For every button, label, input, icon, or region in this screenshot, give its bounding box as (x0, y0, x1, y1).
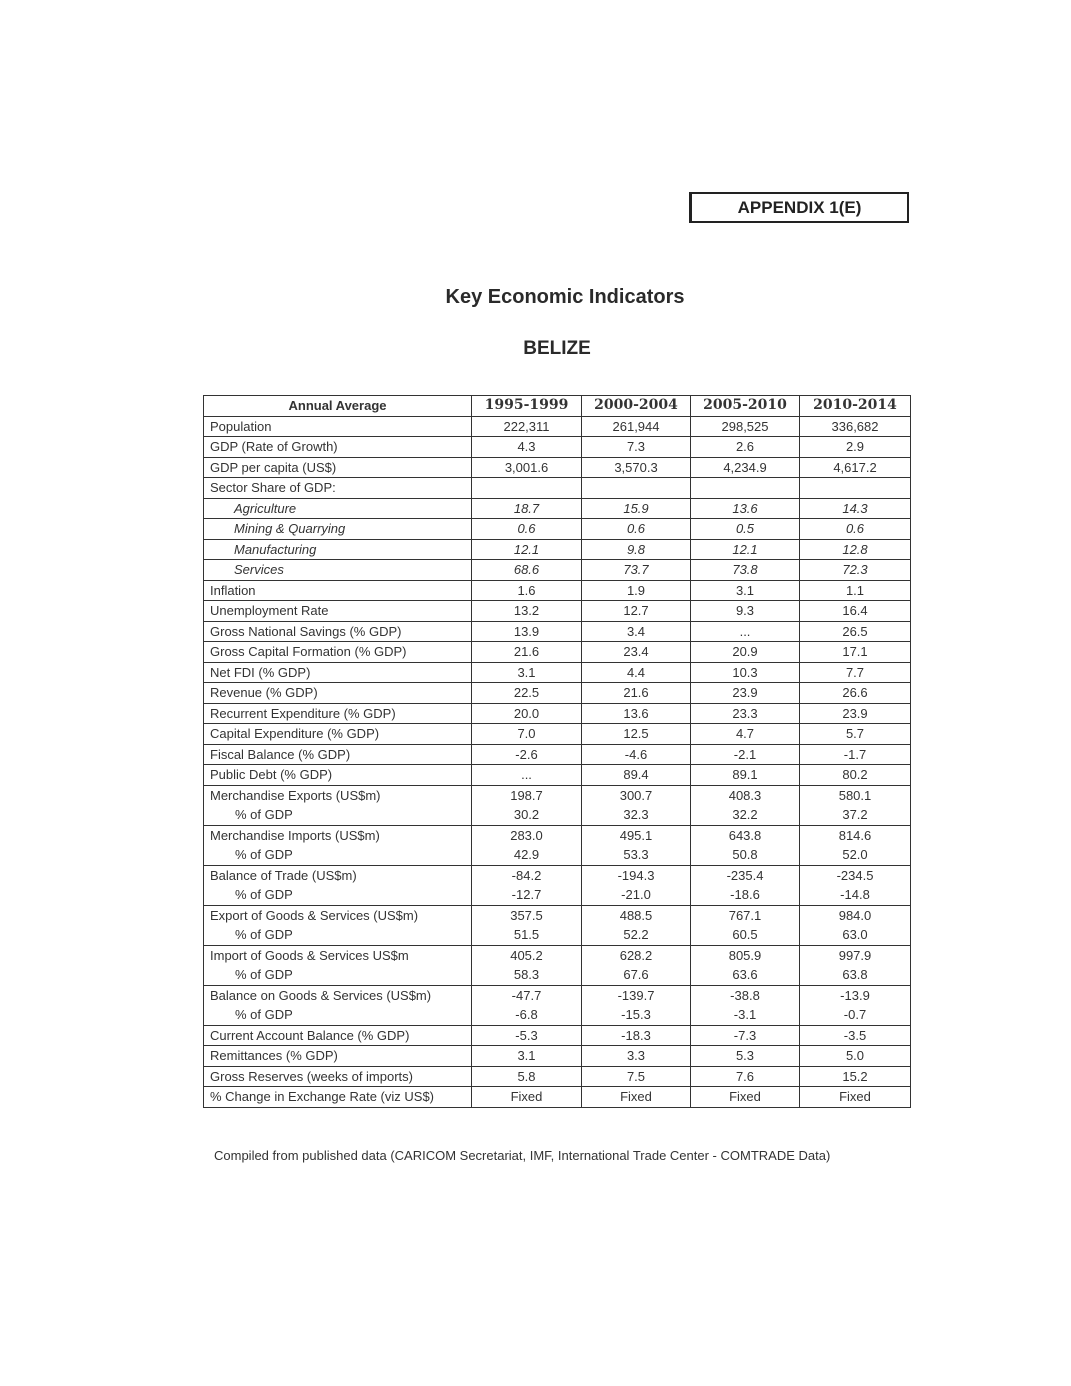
table-cell: 222,311 (472, 416, 582, 437)
table-cell: 13.9 (472, 621, 582, 642)
cell-percent-gdp: -6.8 (515, 1007, 538, 1022)
table-header (204, 396, 911, 417)
header-period: 1995-1999 (472, 396, 582, 417)
row-label: Revenue (% GDP) (204, 683, 472, 704)
table-cell (472, 985, 582, 1025)
row-label: Capital Expenditure (% GDP) (204, 724, 472, 745)
table-cell: 4.3 (472, 437, 582, 458)
table-row (204, 825, 911, 865)
table-cell: 9.8 (582, 539, 691, 560)
table-cell (800, 945, 911, 985)
table-row (204, 642, 911, 663)
table-cell (691, 865, 800, 905)
cell-percent-gdp: 52.2 (623, 927, 649, 942)
table-row (204, 683, 911, 704)
table-cell: 3.4 (582, 621, 691, 642)
table-cell: 1.6 (472, 580, 582, 601)
table-row (204, 437, 911, 458)
table-cell: 2.9 (800, 437, 911, 458)
table-row (204, 1066, 911, 1087)
table-cell: 2.6 (691, 437, 800, 458)
row-label: Inflation (204, 580, 472, 601)
cell-value: -84.2 (511, 867, 542, 883)
cell-value: 198.7 (510, 787, 543, 803)
table-cell: Fixed (800, 1087, 911, 1108)
table-cell (582, 905, 691, 945)
table-cell: Fixed (691, 1087, 800, 1108)
table-cell: 3.1 (472, 1046, 582, 1067)
row-label-main: Balance of Trade (US$m) (210, 867, 357, 883)
row-label: Recurrent Expenditure (% GDP) (204, 703, 472, 724)
table-cell: 12.5 (582, 724, 691, 745)
row-label-percent-gdp: % of GDP (235, 807, 293, 822)
cell-value: -234.5 (836, 867, 874, 883)
row-label: Public Debt (% GDP) (204, 765, 472, 786)
table-cell (691, 945, 800, 985)
table-cell: -1.7 (800, 744, 911, 765)
cell-percent-gdp: -15.3 (621, 1007, 651, 1022)
table-cell: 4.7 (691, 724, 800, 745)
row-label: Fiscal Balance (% GDP) (204, 744, 472, 765)
table-cell: 14.3 (800, 498, 911, 519)
table-cell: 23.9 (800, 703, 911, 724)
table-cell: -3.5 (800, 1025, 911, 1046)
table-row (204, 580, 911, 601)
table-row (204, 865, 911, 905)
row-label: % Change in Exchange Rate (viz US$) (204, 1087, 472, 1108)
table-cell: -5.3 (472, 1025, 582, 1046)
table-row (204, 905, 911, 945)
cell-value: -13.9 (840, 987, 870, 1003)
table-cell: 23.4 (582, 642, 691, 663)
cell-percent-gdp: 53.3 (623, 847, 649, 862)
cell-value: -38.8 (730, 987, 760, 1003)
table-row (204, 1046, 911, 1067)
table-cell (472, 785, 582, 825)
table-cell (691, 985, 800, 1025)
cell-value: -139.7 (617, 987, 655, 1003)
table-row (204, 416, 911, 437)
table-cell: 12.7 (582, 601, 691, 622)
cell-percent-gdp: -14.8 (840, 887, 870, 902)
cell-percent-gdp: 60.5 (732, 927, 758, 942)
row-label: GDP per capita (US$) (204, 457, 472, 478)
appendix-label: APPENDIX 1(E) (689, 192, 909, 223)
table-cell: 21.6 (472, 642, 582, 663)
row-label-main: Import of Goods & Services US$m (210, 947, 409, 963)
table-row (204, 539, 911, 560)
cell-percent-gdp: 32.2 (732, 807, 758, 822)
table-cell: 5.3 (691, 1046, 800, 1067)
table-header-row (204, 396, 911, 417)
row-label (204, 825, 472, 865)
row-label: Unemployment Rate (204, 601, 472, 622)
table-cell: 4.4 (582, 662, 691, 683)
table-row (204, 621, 911, 642)
row-label: Population (204, 416, 472, 437)
table-cell (691, 905, 800, 945)
cell-percent-gdp: -18.6 (730, 887, 760, 902)
cell-percent-gdp: -12.7 (511, 887, 542, 902)
page-title: Key Economic Indicators (445, 286, 685, 308)
row-label: GDP (Rate of Growth) (204, 437, 472, 458)
table-cell: 89.4 (582, 765, 691, 786)
table-cell (472, 865, 582, 905)
row-label-percent-gdp: % of GDP (235, 847, 293, 862)
cell-value: 405.2 (510, 947, 543, 963)
table-cell (582, 985, 691, 1025)
cell-percent-gdp: 63.0 (842, 927, 868, 942)
table-cell (472, 478, 582, 499)
table-cell: 26.6 (800, 683, 911, 704)
cell-value: 805.9 (728, 947, 762, 963)
table-cell: 10.3 (691, 662, 800, 683)
table-row (204, 457, 911, 478)
table-row (204, 601, 911, 622)
table-cell: -18.3 (582, 1025, 691, 1046)
row-label (204, 985, 472, 1025)
row-label: Sector Share of GDP: (204, 478, 472, 499)
cell-percent-gdp: 63.6 (732, 967, 758, 982)
header-period: 2000-2004 (582, 396, 691, 417)
table-cell (582, 478, 691, 499)
row-label: Gross National Savings (% GDP) (204, 621, 472, 642)
table-cell (800, 478, 911, 499)
table-row (204, 560, 911, 581)
table-cell: 21.6 (582, 683, 691, 704)
table-cell: -7.3 (691, 1025, 800, 1046)
cell-percent-gdp: 37.2 (842, 807, 868, 822)
table-cell: 0.6 (800, 519, 911, 540)
table-cell: 12.8 (800, 539, 911, 560)
table-cell: 7.0 (472, 724, 582, 745)
row-label: Net FDI (% GDP) (204, 662, 472, 683)
table-cell (691, 785, 800, 825)
table-cell (691, 478, 800, 499)
table-cell: 261,944 (582, 416, 691, 437)
table-cell: 12.1 (472, 539, 582, 560)
table-row (204, 765, 911, 786)
row-label: Gross Capital Formation (% GDP) (204, 642, 472, 663)
cell-value: 488.5 (619, 907, 653, 923)
table-cell: 5.0 (800, 1046, 911, 1067)
table-cell (582, 825, 691, 865)
table-cell: 5.8 (472, 1066, 582, 1087)
cell-value: -47.7 (511, 987, 542, 1003)
table-cell: 4,617.2 (800, 457, 911, 478)
table-cell: 7.6 (691, 1066, 800, 1087)
row-label-percent-gdp: % of GDP (235, 967, 293, 982)
cell-value: 357.5 (510, 907, 543, 923)
table-cell: 7.3 (582, 437, 691, 458)
table-cell: 72.3 (800, 560, 911, 581)
table-cell: 5.7 (800, 724, 911, 745)
table-row (204, 785, 911, 825)
cell-percent-gdp: 42.9 (513, 847, 540, 862)
header-period: 2010-2014 (800, 396, 911, 417)
table-cell: 1.9 (582, 580, 691, 601)
table-cell: 3.1 (691, 580, 800, 601)
table-cell: 73.8 (691, 560, 800, 581)
table-cell: 23.3 (691, 703, 800, 724)
cell-value: -235.4 (726, 867, 764, 883)
row-label-percent-gdp: % of GDP (235, 1007, 293, 1022)
table-row (204, 662, 911, 683)
table-row (204, 1025, 911, 1046)
table-cell (800, 785, 911, 825)
table-cell: 7.7 (800, 662, 911, 683)
row-label: Services (204, 560, 472, 581)
row-label: Gross Reserves (weeks of imports) (204, 1066, 472, 1087)
cell-percent-gdp: 51.5 (513, 927, 540, 942)
cell-value: 283.0 (510, 827, 543, 843)
table-row (204, 1087, 911, 1108)
table-row (204, 985, 911, 1025)
table-cell: 12.1 (691, 539, 800, 560)
row-label (204, 785, 472, 825)
cell-percent-gdp: 30.2 (513, 807, 540, 822)
row-label-percent-gdp: % of GDP (235, 927, 293, 942)
row-label (204, 945, 472, 985)
row-label-main: Balance on Goods & Services (US$m) (210, 987, 432, 1003)
cell-percent-gdp: 50.8 (732, 847, 758, 862)
table-cell: 80.2 (800, 765, 911, 786)
cell-value: 300.7 (619, 787, 653, 803)
table-cell (582, 945, 691, 985)
table-cell: 1.1 (800, 580, 911, 601)
cell-value: -194.3 (617, 867, 655, 883)
table-cell: 13.6 (582, 703, 691, 724)
header-period: 2005-2010 (691, 396, 800, 417)
table-cell (472, 905, 582, 945)
table-cell: 73.7 (582, 560, 691, 581)
cell-percent-gdp: 63.8 (842, 967, 868, 982)
table-cell (472, 945, 582, 985)
table-cell: 9.3 (691, 601, 800, 622)
table-cell (582, 865, 691, 905)
indicators-table (203, 395, 911, 1108)
table-cell: 22.5 (472, 683, 582, 704)
table-cell (582, 785, 691, 825)
table-cell: 0.5 (691, 519, 800, 540)
cell-value: 814.6 (838, 827, 872, 843)
cell-value: 643.8 (728, 827, 762, 843)
table-row (204, 478, 911, 499)
table-cell: 7.5 (582, 1066, 691, 1087)
row-label: Mining & Quarrying (204, 519, 472, 540)
table-cell: 3.3 (582, 1046, 691, 1067)
table-cell: -4.6 (582, 744, 691, 765)
table-body (204, 416, 911, 1107)
table-row (204, 724, 911, 745)
row-label: Manufacturing (204, 539, 472, 560)
header-annual-average: Annual Average (204, 396, 472, 417)
cell-value: 495.1 (619, 827, 653, 843)
row-label (204, 865, 472, 905)
table-cell: 68.6 (472, 560, 582, 581)
cell-value: 628.2 (619, 947, 653, 963)
table-cell (472, 825, 582, 865)
table-row (204, 744, 911, 765)
table-cell: Fixed (582, 1087, 691, 1108)
row-label: Current Account Balance (% GDP) (204, 1025, 472, 1046)
table-cell: 3,001.6 (472, 457, 582, 478)
table-cell: 20.0 (472, 703, 582, 724)
country-title: BELIZE (523, 338, 591, 359)
table-row (204, 498, 911, 519)
table-cell: 15.2 (800, 1066, 911, 1087)
row-label-main: Merchandise Exports (US$m) (210, 787, 381, 803)
table-cell: 13.6 (691, 498, 800, 519)
table-cell: 3.1 (472, 662, 582, 683)
cell-value: 997.9 (838, 947, 872, 963)
cell-percent-gdp: 58.3 (513, 967, 540, 982)
row-label: Remittances (% GDP) (204, 1046, 472, 1067)
table-cell (800, 985, 911, 1025)
cell-value: 984.0 (838, 907, 872, 923)
table-cell: ... (472, 765, 582, 786)
cell-value: 580.1 (838, 787, 872, 803)
cell-percent-gdp: -21.0 (621, 887, 651, 902)
cell-percent-gdp: 67.6 (623, 967, 649, 982)
table-row (204, 945, 911, 985)
table-cell: -2.6 (472, 744, 582, 765)
row-label-main: Export of Goods & Services (US$m) (210, 907, 419, 923)
cell-percent-gdp: -3.1 (733, 1007, 757, 1022)
table-cell: 4,234.9 (691, 457, 800, 478)
table-row (204, 703, 911, 724)
table-cell: 0.6 (582, 519, 691, 540)
table-cell: 13.2 (472, 601, 582, 622)
table-cell: 336,682 (800, 416, 911, 437)
cell-value: 767.1 (728, 907, 762, 923)
table-cell: 23.9 (691, 683, 800, 704)
table-cell: 16.4 (800, 601, 911, 622)
table-cell: 18.7 (472, 498, 582, 519)
table-cell: 3,570.3 (582, 457, 691, 478)
table-cell (800, 825, 911, 865)
row-label: Agriculture (204, 498, 472, 519)
table-cell: 0.6 (472, 519, 582, 540)
row-label-main: Merchandise Imports (US$m) (210, 827, 380, 843)
table-cell: 20.9 (691, 642, 800, 663)
table-cell: 298,525 (691, 416, 800, 437)
table-cell: 89.1 (691, 765, 800, 786)
table-cell (800, 865, 911, 905)
table-cell (800, 905, 911, 945)
table-row (204, 519, 911, 540)
cell-value: 408.3 (728, 787, 762, 803)
table-cell: -2.1 (691, 744, 800, 765)
row-label-percent-gdp: % of GDP (235, 887, 293, 902)
cell-percent-gdp: 32.3 (623, 807, 649, 822)
table-cell: Fixed (472, 1087, 582, 1108)
table-cell (691, 825, 800, 865)
row-label (204, 905, 472, 945)
source-note: Compiled from published data (CARICOM Secretariat, IMF, International Trade Center - COMTRADE Data) (214, 1148, 831, 1163)
table-cell: ... (691, 621, 800, 642)
table-cell: 26.5 (800, 621, 911, 642)
table-cell: 17.1 (800, 642, 911, 663)
cell-percent-gdp: -0.7 (843, 1007, 867, 1022)
table-cell: 15.9 (582, 498, 691, 519)
cell-percent-gdp: 52.0 (842, 847, 868, 862)
